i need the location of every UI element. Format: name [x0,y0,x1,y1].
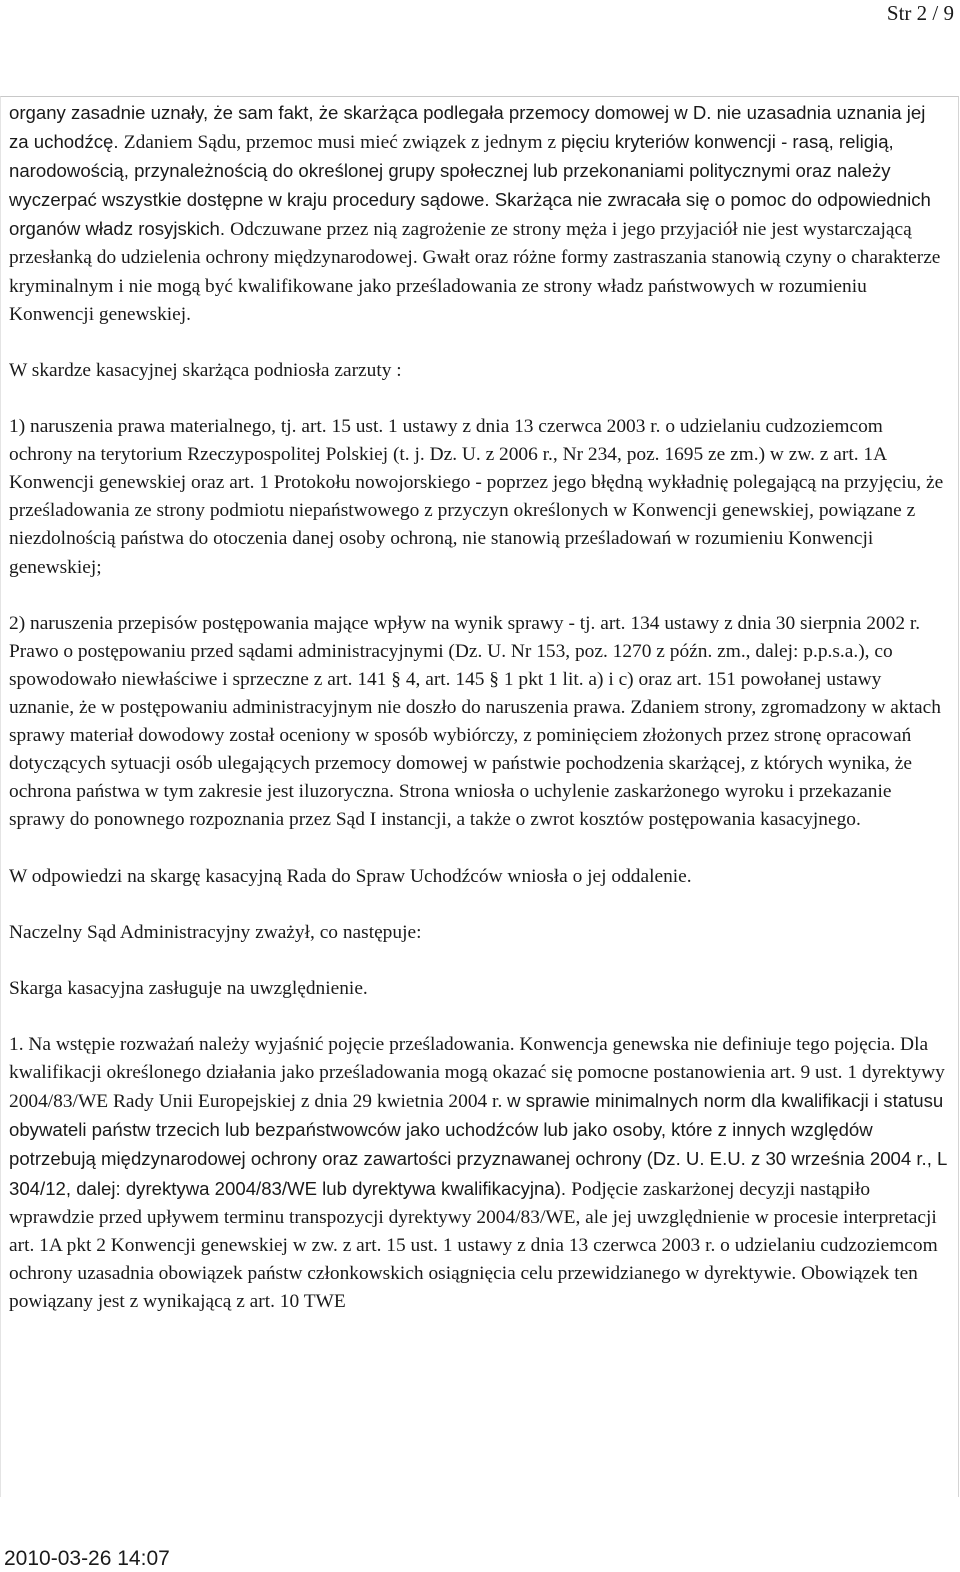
paragraph-response: W odpowiedzi na skargę kasacyjną Rada do Spraw Uchodźców wniosła o jej oddalenie. [9,865,692,887]
paragraph-background [9,99,949,329]
print-timestamp: 2010-03-26 14:07 [4,1547,170,1570]
text-run: 1. Na wstępie rozważań należy wyjaśnić pojęcie prześladowania. Konwencja genewska nie definiuje tego pojęcia. Dla kwalifikacji określonego działania jako prześladowania mogą okazać się pomocne postanowienia art. 9 ust. 1 dyrektywy 2004/83/WE Rady Unii Europejskiej z dnia 29 kwietnia 2004 r. [9,1034,945,1113]
text-run: Zdaniem Sądu, przemoc musi mieć związek z jednym z [123,132,561,154]
text-run: w sprawie minimalnych norm dla kwalifikacji i statusu obywateli państw trzecich lub bezpaństwowców jako uchodźców lub jako osoby, które z innych względów potrzebują międzynarodowej ochrony oraz zawartości przyznawanej ochrony (Dz. U. E.U. z 30 września 2004 r., L 304/12, dalej: dyrektywa 2004/83/WE lub dyrektywa kwalifikacyjna). [9,1090,947,1199]
paragraph-verdict: Skarga kasacyjna zasługuje na uwzględnienie. [9,977,368,999]
text-run: organy zasadnie uznały, że sam fakt, że skarżąca podlegała przemocy domowej w D. nie uzasadnia uznania jej za uchodźcę. [9,102,926,153]
paragraph-court-considered: Naczelny Sąd Administracyjny zważył, co następuje: [9,921,422,943]
paragraph-charge-2: 2) naruszenia przepisów postępowania mające wpływ na wynik sprawy - tj. art. 134 ustawy z dnia 30 sierpnia 2002 r. Prawo o postępowaniu przed sądami administracyjnymi (Dz. U. Nr 153, poz. 1270 z późn. zm., dalej: p.p.s.a.), co spowodowało niewłaściwe i sprzeczne z art. 141 § 4, art. 145 § 1 pkt 1 lit. a) i c) oraz art. 151 powołanej ustawy uznanie, że w postępowaniu administracyjnym nie doszło do naruszenia prawa. Zdaniem strony, zgromadzony w aktach sprawy materiał dowodowy został oceniony w sposób wybiórczy, z pominięciem złożonych przez stronę opracowań dotyczących sytuacji osób ulegających przemocy domowej w państwie pochodzenia skarżącej, z których wynika, że ochrona państwa w tym zakresie jest iluzoryczna. Strona wniosła o uchylenie zaskarżonego wyroku i przekazanie sprawy do ponownego rozpoznania przez Sąd I instancji, a także o zwrot kosztów postępowania kasacyjnego. [9,612,941,831]
paragraph-charge-1: 1) naruszenia prawa materialnego, tj. art. 15 ust. 1 ustawy z dnia 13 czerwca 2003 r. o udzielaniu cudzoziemcom ochrony na terytorium Rzeczypospolitej Polskiej (t. j. Dz. U. z 2006 r., Nr 234, poz. 1695 ze zm.) w zw. z art. 1A Konwencji genewskiej oraz art. 1 Protokołu nowojorskiego - poprzez jego błędną wykładnię polegającą na przyjęciu, że prześladowania ze strony podmiotu niepaństwowego z przyczyn określonych w Konwencji genewskiej, powiązane z niezdolnością państwa do otoczenia danej osoby ochroną, nie stanowią prześladowań w rozumieniu Konwencji genewskiej; [9,416,944,578]
page-number: Str 2 / 9 [886,1,954,25]
paragraph-complaint-intro: W skardze kasacyjnej skarżąca podniosła zarzuty : [9,359,402,381]
text-run: Podjęcie zaskarżonej decyzji nastąpiło wprawdzie przed upływem terminu transpozycji dyrektywy 2004/83/WE, ale jej uwzględnienie w procesie interpretacji art. 1A pkt 2 Konwencji genewskiej w zw. z art. 15 ust. 1 ustawy z dnia 13 czerwca 2003 r. o udzielaniu cudzoziemcom ochrony uzasadnia obowiązek państw członkowskich osiągnięcia celu przewidzianego w dyrektywie. Obowiązek ten powiązany jest z wynikającą z art. 10 TWE [9,1178,938,1312]
text-run: Odczuwane przez nią zagrożenie ze strony męża i jego przyjaciół nie jest wystarczającą przesłanką do udzielenia ochrony międzynarodowej. Gwałt oraz różne formy zastraszania stanowią czyny o charakterze kryminalnym i nie mogą być kwalifikowane jako prześladowania ze strony władz państwowych w rozumieniu Konwencji genewskiej. [9,219,941,325]
text-run: pięciu kryteriów konwencji - rasą, religią, narodowością, przynależnością do określonej grupy społecznej lub przekonaniami politycznymi oraz należy wyczerpać wszystkie dostępne w kraju procedury sądowe. Skarżąca nie zwracała się o pomoc do odpowiednich organów władz rosyjskich. [9,131,931,240]
paragraph-reasoning-1 [9,1031,949,1316]
document-body [9,99,949,1316]
